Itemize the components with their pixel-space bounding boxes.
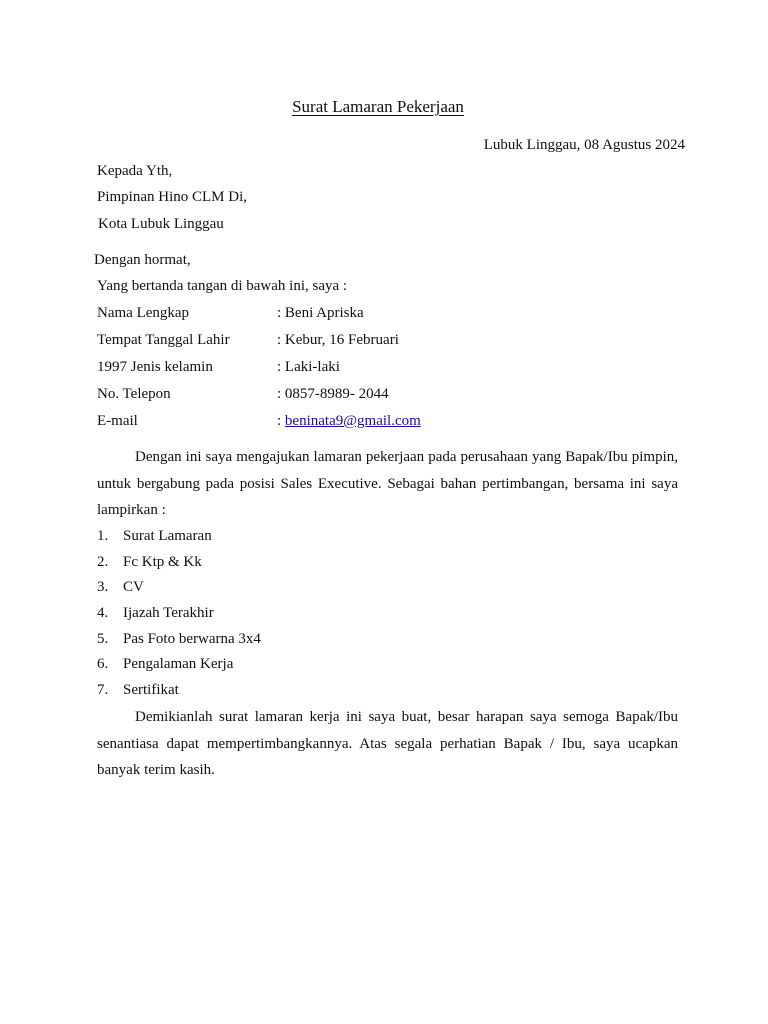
list-item-number: 1. (97, 528, 109, 544)
list-item-number: 5. (97, 630, 109, 647)
list-item-text: Sertifikat (123, 682, 179, 699)
attachment-list (97, 524, 261, 704)
intro-line: Yang bertanda tangan di bawah ini, saya : (97, 278, 348, 294)
list-item (97, 678, 261, 704)
letter-title: Surat Lamaran Pekerjaan (292, 97, 464, 116)
field-value: : Beni Apriska (277, 305, 364, 321)
recipient-line-2: Pimpinan Hino CLM Di, (97, 189, 248, 205)
list-item-number: 2. (97, 553, 109, 570)
closing-paragraph: Demikianlah surat lamaran kerja ini saya buat, besar harapan saya semoga Bapak/Ibu senantiasa dapat mempertimbangkannya. Atas segala perhatian Bapak / Ibu, saya ucapkan banyak terim kasih. (97, 709, 678, 778)
list-item-text: Fc Ktp & Kk (123, 553, 202, 570)
list-item-text: Ijazah Terakhir (123, 605, 214, 622)
list-item-number: 4. (97, 605, 109, 622)
list-item-number: 7. (97, 682, 109, 699)
list-item (97, 627, 261, 653)
greeting: Dengan hormat, (94, 252, 191, 268)
list-item (97, 550, 261, 576)
field-label: No. Telepon (97, 386, 171, 402)
field-label: Tempat Tanggal Lahir (97, 332, 230, 348)
field-value: : Laki-laki (277, 359, 340, 375)
list-item-text: Surat Lamaran (123, 528, 212, 544)
list-item (97, 652, 261, 678)
list-item-text: CV (123, 579, 144, 596)
list-item (97, 601, 261, 627)
email-prefix: : (277, 413, 285, 429)
body-paragraph: Dengan ini saya mengajukan lamaran pekerjaan pada perusahaan yang Bapak/Ibu pimpin, untuk bergabung pada posisi Sales Executive. Sebagai bahan pertimbangan, bersama ini saya lampirkan : (97, 449, 678, 518)
list-item-text: Pas Foto berwarna 3x4 (123, 630, 261, 647)
field-label: Nama Lengkap (97, 305, 190, 321)
recipient-line-1: Kepada Yth, (97, 163, 173, 179)
list-item-text: Pengalaman Kerja (123, 656, 234, 673)
field-value (277, 413, 421, 430)
place-date: Lubuk Linggau, 08 Agustus 2024 (483, 137, 685, 153)
recipient-line-3: Kota Lubuk Linggau (98, 216, 224, 232)
field-label: E-mail (97, 413, 138, 429)
field-label: 1997 Jenis kelamin (97, 359, 213, 375)
field-value: : Kebur, 16 Februari (277, 332, 399, 348)
list-item (97, 524, 261, 550)
email-link[interactable]: beninata9@gmail.com (284, 413, 421, 429)
list-item (97, 575, 261, 601)
field-value: : 0857-8989- 2044 (277, 386, 389, 402)
list-item-number: 3. (97, 579, 109, 596)
list-item-number: 6. (97, 656, 109, 673)
